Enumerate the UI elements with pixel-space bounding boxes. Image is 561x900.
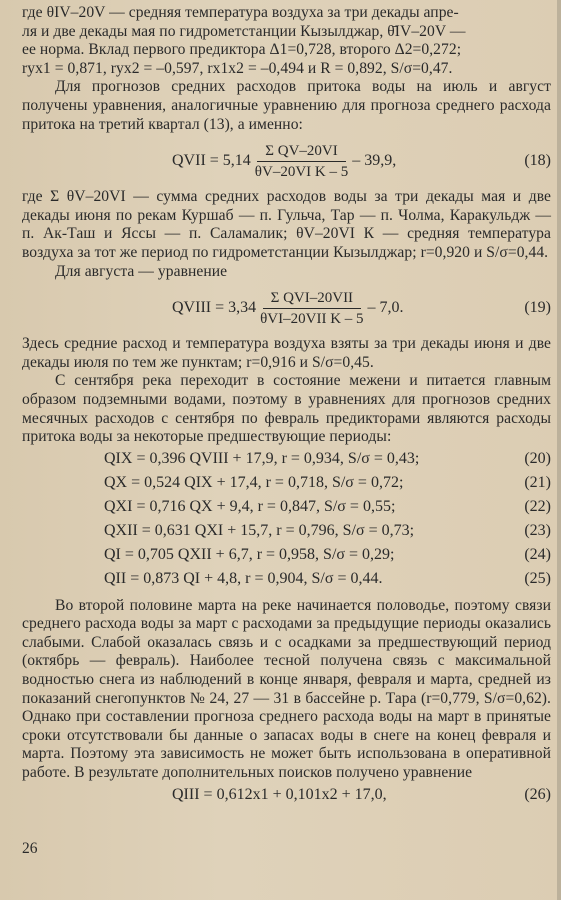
equation-number: (23)	[524, 521, 551, 539]
text-line: где θIV–20V — средняя температура воздуха за три декады апре-	[22, 4, 459, 21]
page-edge	[557, 0, 561, 900]
page-number: 26	[22, 840, 38, 857]
fraction-denominator: θV–20VI K – 5	[254, 163, 349, 180]
paragraph: Во второй половине марта на реке начинается половодье, поэтому связи среднего расхода воды за март с расходами за предыдущие периоды оказались слабыми. Слабой оказалась связь и с осадками за предшествующий период (октябрь — февраль). Наиболее тесной получена связь с максимальной водностью снега из наблюдений в конце января, февраля и марта, средней из показаний снегопунктов № 24, 27 — 31 в бассейне р. Тара (r=0,779, S/σ=0,62). Однако при составлении прогноза среднего расхода воды на март в принятые сроки отсутствовали бы данные о запасах воды в снеге на конец февраля и марта. Поэтому эта зависимость не может быть использована в оперативной работе. В результате дополнительных поисков получено уравнение	[22, 596, 551, 782]
equation-lhs: QVII = 5,14	[172, 152, 251, 170]
text-line: ryx1 = 0,871, ryx2 = –0,597, rx1x2 = –0,494 и R = 0,892, S/σ=0,47.	[22, 59, 453, 77]
equation-21	[22, 471, 551, 495]
equation-number: (18)	[524, 152, 551, 170]
equation-number: (25)	[524, 569, 551, 587]
equation-23	[22, 519, 551, 543]
equation-20	[22, 447, 551, 471]
text-line: ля и две декады мая по гидрометстанции Кызылджар, θ̄IV–20V —	[22, 22, 466, 40]
equation-26	[22, 783, 551, 807]
fraction-numerator: Σ QV–20VI	[257, 142, 345, 162]
equation-number: (21)	[524, 473, 551, 491]
equation-rhs: – 7,0.	[367, 299, 404, 317]
paragraph: Для прогнозов средних расходов притока воды на июль и август получены уравнения, аналогичные уравнению для прогноза среднего расхода притока на третий квартал (13), а именно:	[22, 78, 551, 133]
equation-number: (20)	[524, 449, 551, 467]
equation-text: QIX = 0,396 QVIII + 17,9, r = 0,934, S/σ = 0,43;	[104, 449, 420, 467]
paragraph: Здесь средние расход и температура воздуха взяты за три декады июня и две декады июля по тем же пунктам; r=0,916 и S/σ=0,45.	[22, 335, 551, 371]
fraction-numerator: Σ QVI–20VII	[263, 289, 361, 309]
equation-22	[22, 495, 551, 519]
paragraph: С сентября река переходит в состояние межени и питается главным образом подземными водами, поэтому в уравнениях для прогнозов средних месячных расходов с сентября по февраль предикторами являются расходы притока воды за некоторые предшествующие периоды:	[22, 372, 551, 446]
equation-text: QI = 0,705 QXII + 6,7, r = 0,958, S/σ = 0,29;	[104, 545, 395, 563]
equation-text: QII = 0,873 QI + 4,8, r = 0,904, S/σ = 0,44.	[104, 569, 383, 587]
equation-number: (22)	[524, 497, 551, 515]
fraction-denominator: θVI–20VII K – 5	[260, 310, 364, 327]
equation-rhs: – 39,9,	[352, 152, 397, 170]
paragraph: где Σ θV–20VI — сумма средних расходов воды за три декады мая и две декады июня по рекам Куршаб — п. Гульча, Тар — п. Чолма, Каракульдж — п. Ак-Таш и Яссы — п. Саламалик; θV–20VI К — средняя температура воздуха за тот же период по гидрометстанции Кызылджар; r=0,920 и S/σ=0,44.	[22, 188, 551, 261]
equation-25	[22, 567, 551, 591]
equation-number: (26)	[524, 785, 551, 803]
equation-19	[22, 281, 551, 335]
equation-text: QXI = 0,716 QX + 9,4, r = 0,847, S/σ = 0,55;	[104, 497, 396, 515]
equation-text: QIII = 0,612x1 + 0,101x2 + 17,0,	[172, 785, 387, 803]
text-line: ее норма. Вклад первого предиктора Δ1=0,728, второго Δ2=0,272;	[22, 41, 462, 59]
paragraph: Для августа — уравнение	[55, 262, 228, 280]
fraction	[255, 142, 348, 181]
fraction	[260, 289, 363, 328]
equation-18	[22, 134, 551, 188]
equation-lhs: QVIII = 3,34	[172, 299, 257, 317]
equation-number: (19)	[524, 299, 551, 317]
equation-number: (24)	[524, 545, 551, 563]
equation-24	[22, 543, 551, 567]
equation-text: QX = 0,524 QIX + 17,4, r = 0,718, S/σ = 0,72;	[104, 473, 404, 491]
equation-text: QXII = 0,631 QXI + 15,7, r = 0,796, S/σ = 0,73;	[104, 521, 415, 539]
